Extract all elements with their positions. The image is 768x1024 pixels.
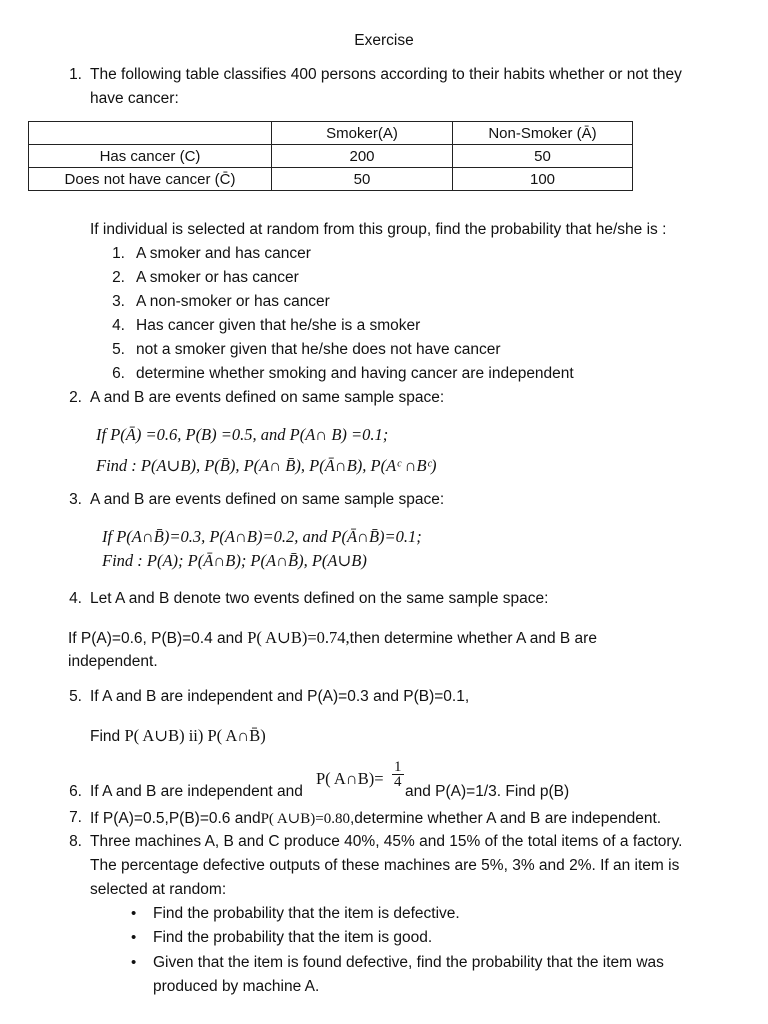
q1-sub-text: not a smoker given that he/she does not have cancer <box>136 341 501 358</box>
q7-number: 7. <box>69 809 82 826</box>
q2-given-formula: If P(Ā) =0.6, P(B) =0.5, and P(A∩ B) =0.1; <box>96 425 389 444</box>
q6-fraction <box>392 760 404 789</box>
q4-line1 <box>68 628 597 648</box>
q8-text-line: Three machines A, B and C produce 40%, 45% and 15% of the total items of a factory. <box>90 833 683 850</box>
q1-sub-text: A non-smoker or has cancer <box>136 293 330 310</box>
table-header-cell <box>29 122 272 145</box>
bullet-icon: • <box>131 929 137 946</box>
q1-sub-number: 1. <box>112 245 125 262</box>
page-title: Exercise <box>354 32 414 49</box>
table-cell: 100 <box>453 168 633 191</box>
q2-number: 2. <box>69 389 82 406</box>
q5-text: If A and B are independent and P(A)=0.3 and P(B)=0.1, <box>90 688 470 705</box>
table-cell: 50 <box>272 168 453 191</box>
table-cell: Does not have cancer (C̄) <box>29 168 272 191</box>
q7-text-start: If P(A)=0.5,P(B)=0.6 and <box>90 810 261 827</box>
q4-formula: P( A∪B)=0.74, <box>247 628 350 647</box>
q8-text-line: The percentage defective outputs of these machines are 5%, 3% and 2%. If an item is <box>90 857 680 874</box>
q7-text-end: ,determine whether A and B are independent. <box>349 810 662 827</box>
q1-number: 1. <box>69 66 82 83</box>
q8-bullet-text: Find the probability that the item is defective. <box>153 905 460 922</box>
q5-formula: P( A∪B) ii) P( A∩B̄) <box>124 726 266 745</box>
bullet-icon: • <box>131 954 137 971</box>
table-header-row <box>29 122 633 145</box>
q8-bullet-text-continued: produced by machine A. <box>153 978 320 995</box>
q4-line2: independent. <box>68 653 158 670</box>
q5-find-line <box>90 726 266 746</box>
q4-line1-end: then determine whether A and B are <box>349 630 597 647</box>
contingency-table <box>28 121 633 191</box>
q4-text: Let A and B denote two events defined on the same sample space: <box>90 590 549 607</box>
table-cell: 50 <box>453 145 633 168</box>
q2-find-formula: Find : P(A∪B), P(B̄), P(A∩ B̄), P(Ā∩B), P(Aᶜ ∩Bᶜ) <box>96 456 437 475</box>
q6-text-end: and P(A)=1/3. Find p(B) <box>405 783 570 800</box>
q7-formula: P( A∪B)=0.80 <box>260 811 350 827</box>
q1-sub-text: A smoker or has cancer <box>136 269 299 286</box>
q3-number: 3. <box>69 491 82 508</box>
q6-text-start: If A and B are independent and <box>90 783 303 800</box>
bullet-icon: • <box>131 905 137 922</box>
q1-sub-text: A smoker and has cancer <box>136 245 311 262</box>
q1-sub-text: determine whether smoking and having cancer are independent <box>136 365 574 382</box>
q1-sub-number: 3. <box>112 293 125 310</box>
q6-formula: P( A∩B)= <box>316 769 384 788</box>
q1-sub-number: 5. <box>112 341 125 358</box>
table-row <box>29 145 633 168</box>
q8-text-line: selected at random: <box>90 881 227 898</box>
q1-sub-number: 6. <box>112 365 125 382</box>
q1-intro: If individual is selected at random from this group, find the probability that he/she is : <box>90 221 667 238</box>
q3-find-formula: Find : P(A); P(Ā∩B); P(A∩B̄), P(A∪B) <box>102 551 367 570</box>
q1-sub-text: Has cancer given that he/she is a smoker <box>136 317 421 334</box>
table-header-cell: Smoker(A) <box>272 122 453 145</box>
table-cell: 200 <box>272 145 453 168</box>
q6-number: 6. <box>69 783 82 800</box>
q5-find-label: Find <box>90 728 121 745</box>
q6-fraction-numerator: 1 <box>394 759 402 775</box>
q1-text-line2: have cancer: <box>90 90 179 107</box>
q5-number: 5. <box>69 688 82 705</box>
table-cell: Has cancer (C) <box>29 145 272 168</box>
q1-text-line1: The following table classifies 400 persons according to their habits whether or not they <box>90 66 682 83</box>
q7-line <box>90 809 661 828</box>
q6-fraction-denominator: 4 <box>394 774 402 790</box>
q3-given-formula: If P(A∩B̄)=0.3, P(A∩B)=0.2, and P(Ā∩B̄)=0.1; <box>102 527 422 546</box>
q1-sub-number: 2. <box>112 269 125 286</box>
q8-bullet-text: Find the probability that the item is good. <box>153 929 433 946</box>
q1-sub-number: 4. <box>112 317 125 334</box>
table-row <box>29 168 633 191</box>
q4-line1-start: If P(A)=0.6, P(B)=0.4 and <box>68 630 243 647</box>
q4-number: 4. <box>69 590 82 607</box>
q2-text: A and B are events defined on same sample space: <box>90 389 445 406</box>
q8-bullet-text: Given that the item is found defective, find the probability that the item was <box>153 954 664 971</box>
q8-number: 8. <box>69 833 82 850</box>
q3-text: A and B are events defined on same sample space: <box>90 491 445 508</box>
table-header-cell: Non-Smoker (Ā) <box>453 122 633 145</box>
